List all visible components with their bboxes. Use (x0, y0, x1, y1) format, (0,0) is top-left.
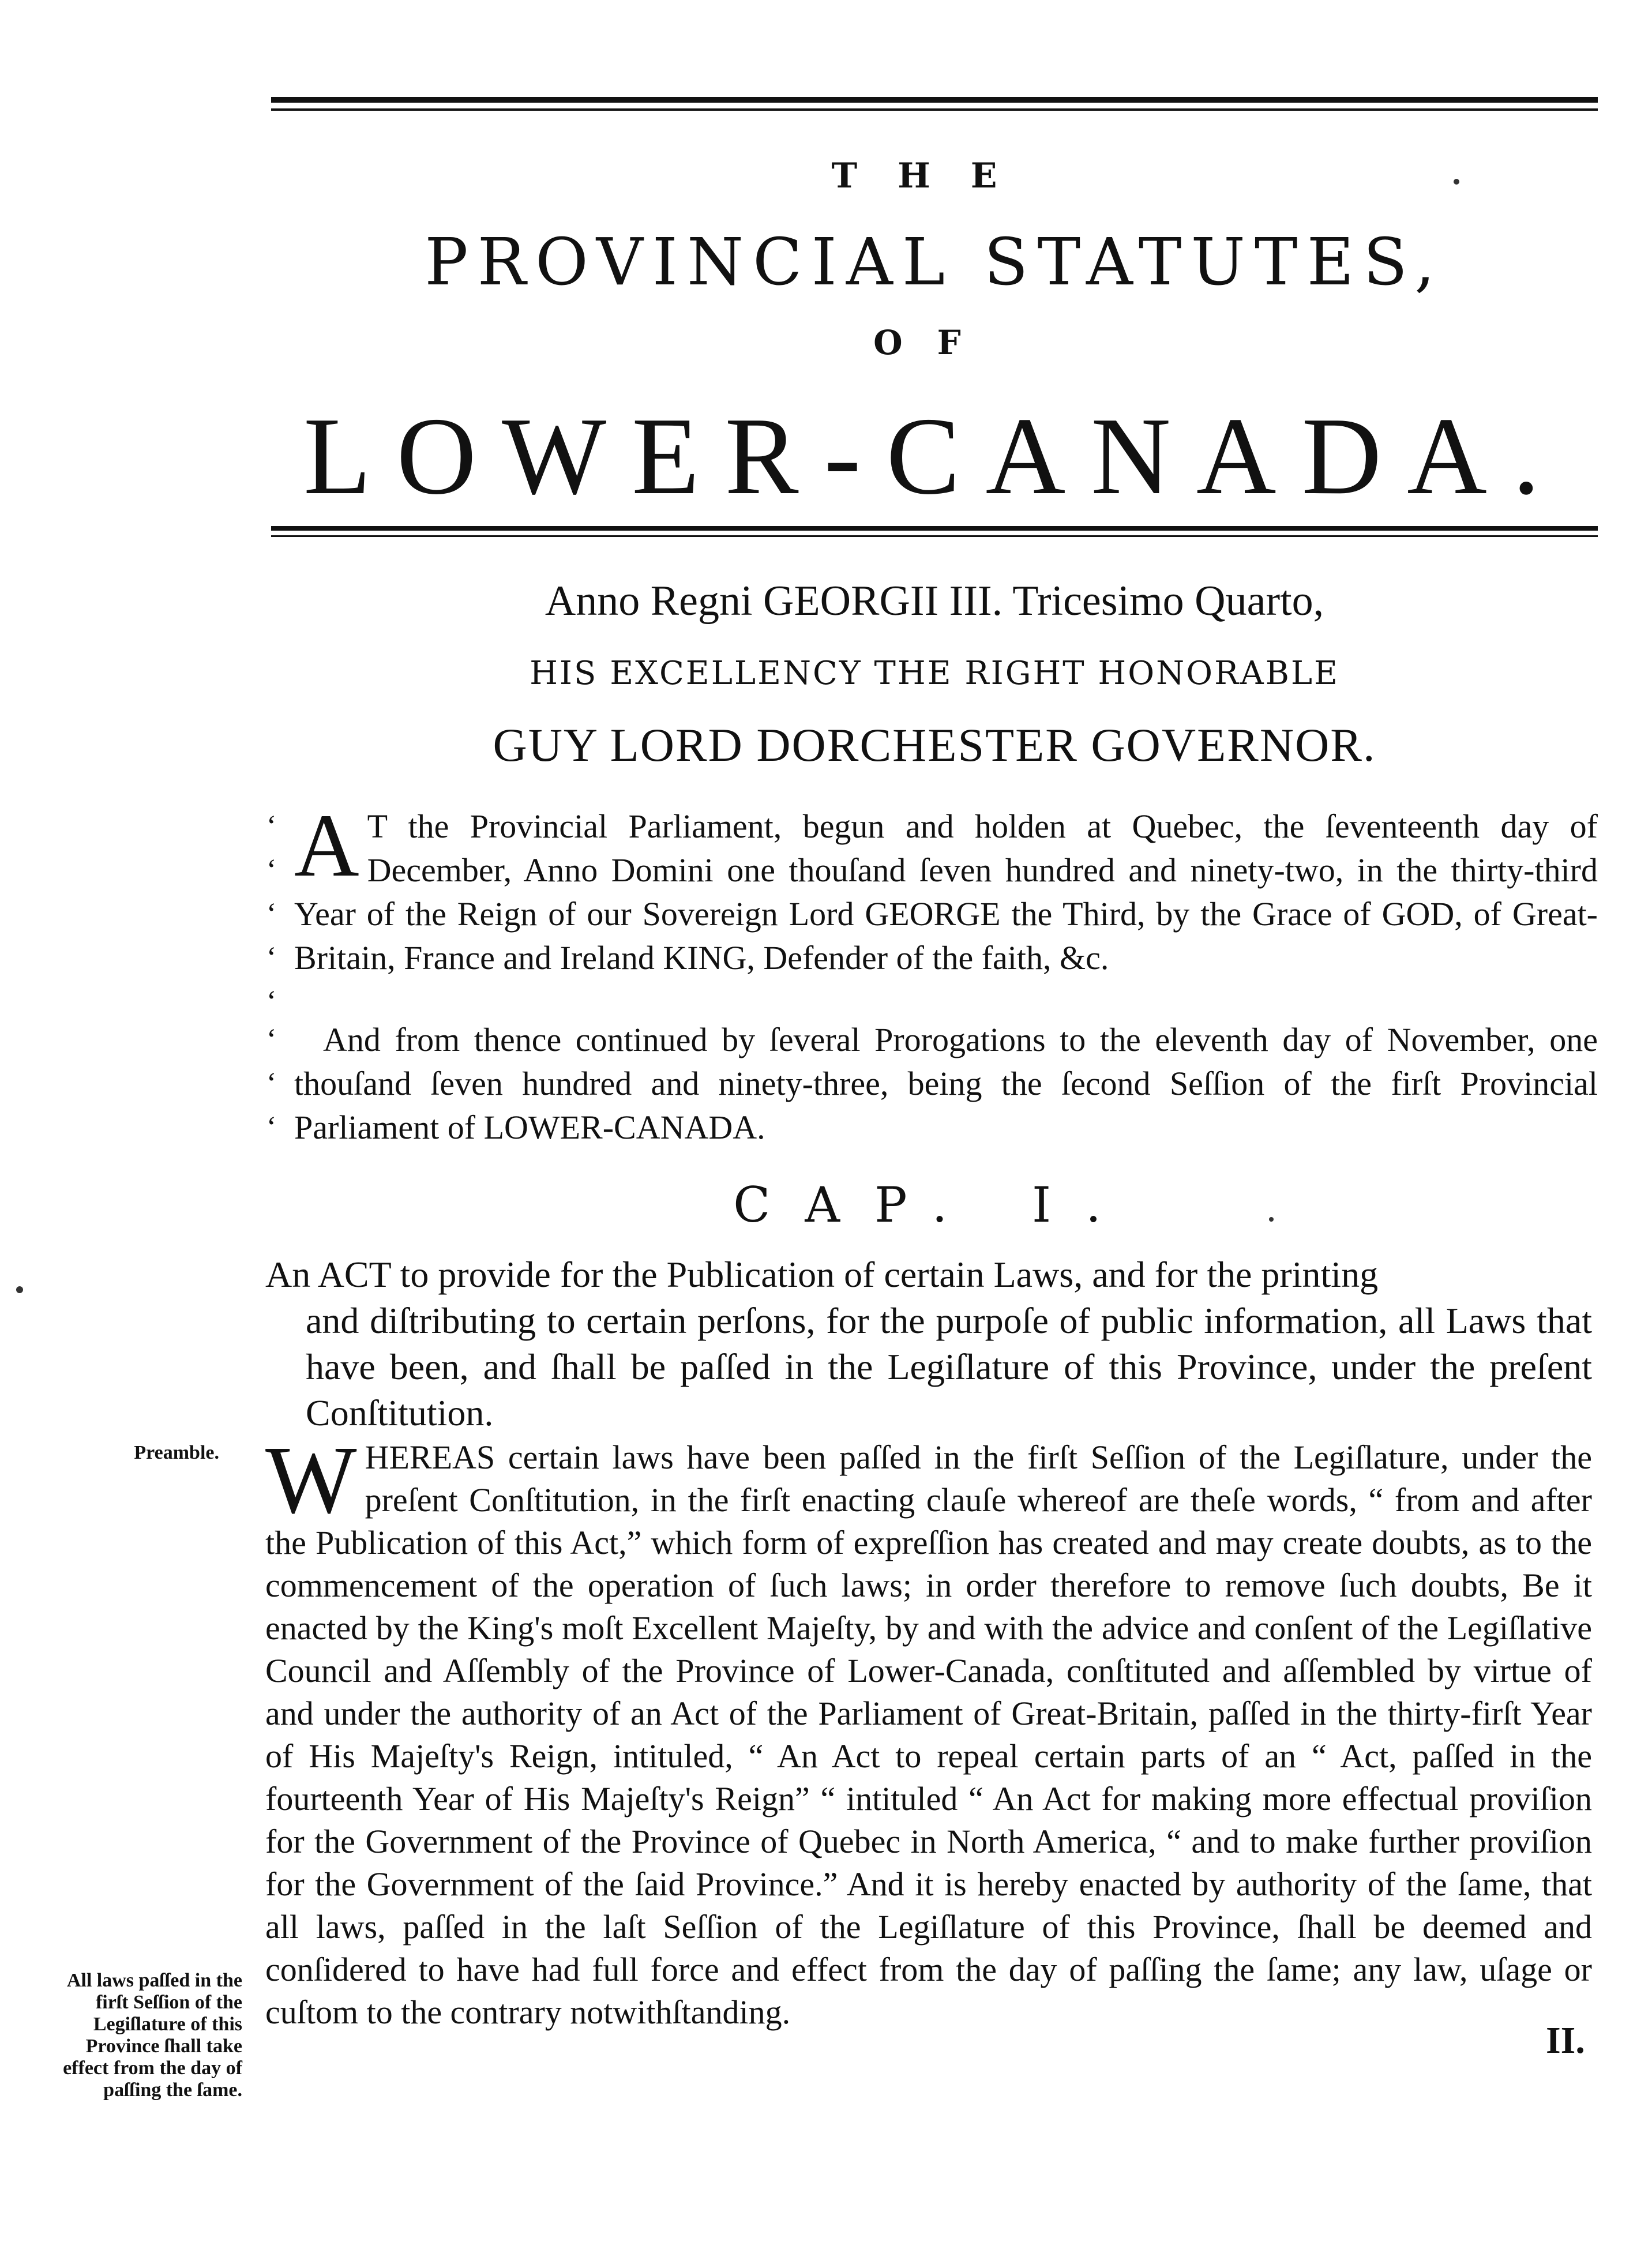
act-title-first-line: An ACT to provide for the Publication of certain Laws, and for the printing (265, 1254, 1379, 1295)
ink-speck (1454, 179, 1459, 185)
middle-rule (271, 526, 1598, 531)
act-title (265, 1252, 1592, 1436)
marginal-note-preamble: Preamble. (134, 1442, 219, 1463)
paragraph1-quote-marks: ‘ ‘ ‘ ‘ ‘ (266, 810, 277, 1018)
dropcap-w: W (265, 1426, 357, 1534)
paragraph-provincial-parliament (294, 795, 1598, 980)
title-the: THE (831, 156, 1038, 196)
paragraph-prorogations (294, 1018, 1598, 1150)
ink-speck (16, 1286, 23, 1293)
paragraph3-text: HEREAS certain laws have been paſſed in the firſt Seſſion of the Legiſlature, under the preſent Conſtitution, in the firſt enacting clauſe whereof are theſe words, “ from and after the Publication of this Act,” which form of expreſſion has created and may create doubts, as to the commencement of the operation of ſuch laws; in order therefore to remove ſuch doubts, Be it enacted by the King's moſt Excellent Majeſty, by and with the advice and conſent of the Legiſlative Council and Aſſembly of the Province of Lower-Canada, conſtituted and aſſembled by virtue of and under the authority of an Act of the Parliament of Great-Britain, paſſed in the thirty-firſt Year of His Majeſty's Reign, intituled, “ An Act to repeal certain parts of an “ Act, paſſed in the fourteenth Year of His Majeſty's Reign” “ intituled “ An Act for making more effectual proviſion for the Government of the Province of Quebec in North America, “ and to make further proviſion for the Government of the ſaid Province.” And it is hereby enacted by authority of the ſame, that all laws, paſſed in the laſt Seſſion of the Legiſlature of this Province, ſhall be deemed and conſidered to have had full force and effect from the day of paſſing the ſame; any law, uſage or cuſtom to the contrary notwithſtanding. (265, 1439, 1592, 2031)
act-title-rest: and diſtributing to certain perſons, for the purpoſe of public information, all Laws that have been, and ſhall be paſſed in the Legiſlature of this Province, under the preſent Conſtitution. (306, 1300, 1592, 1433)
paragraph1-text: T the Provincial Parliament, begun and holden at Quebec, the ſeventeenth day of December, Anno Domini one thouſand ſeven hundred and ninety-two, in the thirty-third Year of the Reign of our Sovereign Lord GEORGE the Third, by the Grace of GOD, of Great-Britain, France and Ireland KING, Defender of the faith, &c. (294, 808, 1598, 977)
anno-regni-heading: Anno Regni GEORGII III. Tricesimo Quarto, (545, 577, 1324, 625)
governor-heading: GUY LORD DORCHESTER GOVERNOR. (493, 719, 1376, 771)
top-rule-thin (271, 108, 1598, 111)
marginal-note-laws: All laws paſſed in the firſt Seſſion of the Legiſlature of this Province ſhall take effect from the day of paſſing the ſame. (63, 1970, 242, 2101)
paragraph2-quote-marks: ‘ ‘ ‘ (266, 1023, 277, 1144)
middle-rule-thin (271, 535, 1598, 537)
title-of: OF (873, 323, 996, 362)
enacting-paragraph (265, 1426, 1592, 2034)
title-lower-canada: LOWER-CANADA. (303, 395, 1565, 517)
dropcap-a: A (294, 795, 359, 895)
paragraph2-text: And from thence continued by ſeveral Prorogations to the eleventh day of November, one thouſand ſeven hundred and ninety-three, being the ſecond Seſſion of the firſt Provincial Parliament of LOWER-CANADA. (294, 1021, 1598, 1146)
excellency-heading: HIS EXCELLENCY THE RIGHT HONORABLE (530, 655, 1339, 692)
ink-speck (1269, 1217, 1274, 1222)
catchword: II. (1546, 2019, 1585, 2061)
top-rule (271, 97, 1598, 103)
title-provincial-statutes: PROVINCIAL STATUTES, (425, 225, 1444, 300)
chapter-heading: CAP. I. (733, 1177, 1136, 1233)
